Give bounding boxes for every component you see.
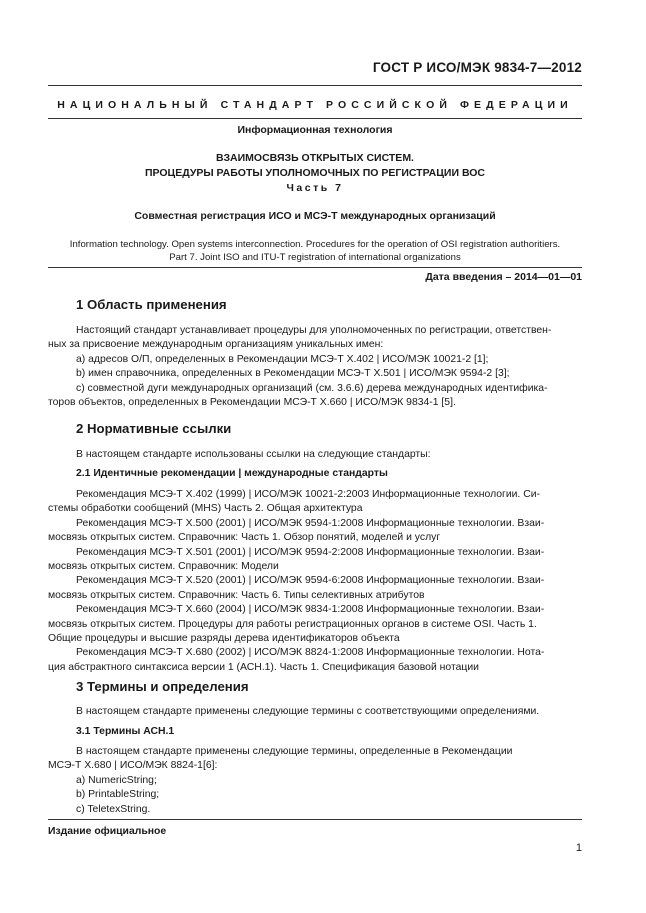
section-1-body: [48, 324, 582, 410]
section-3-1-heading: 3.1 Термины АСН.1: [76, 726, 175, 737]
national-standard-title: НАЦИОНАЛЬНЫЙ СТАНДАРТ РОССИЙСКОЙ ФЕДЕРАЦИИ: [57, 99, 573, 111]
title-subtitle: Совместная регистрация ИСО и МСЭ-Т международных организаций: [134, 210, 496, 222]
official-edition: Издание официальное: [48, 826, 167, 837]
section-1-intro-2: ных за присвоение международным организациям уникальных имен:: [48, 339, 384, 351]
section-1-heading: 1 Область применения: [76, 297, 227, 312]
section-1-item-c-1: c) совместной дуги международных организаций (см. 3.6.6) дерева международных идентифика-: [76, 382, 548, 394]
title-part: Часть 7: [286, 182, 344, 194]
reference-line: Рекомендация МСЭ-Т Х.501 (2001) | ИСО/МЭК 9594-2:2008 Информационные технологии. Взаи-: [76, 546, 545, 558]
reference-line: мосвязь открытых систем. Справочник: Часть 1. Обзор понятий, моделей и услуг: [48, 532, 441, 544]
introduction-date: Дата введения – 2014—01—01: [425, 271, 582, 283]
section-3-heading: 3 Термины и определения: [76, 679, 249, 694]
section-2-1-heading: 2.1 Идентичные рекомендации | международные стандарты: [76, 468, 388, 479]
section-3-item-a: a) NumericString;: [76, 774, 157, 786]
reference-line: Рекомендация МСЭ-Т Х.402 (1999) | ИСО/МЭК 10021-2:2003 Информационные технологии. Си-: [76, 489, 540, 500]
section-3-item-b: b) PrintableString;: [76, 789, 160, 801]
section-2-heading: 2 Нормативные ссылки: [76, 421, 232, 436]
reference-line: мосвязь открытых систем. Справочник: Модели: [48, 561, 279, 573]
reference-line: стемы обработки сообщений (MHS) Часть 2. Общая архитектура: [48, 503, 363, 515]
section-3-text-1: В настоящем стандарте применены следующие термины, определенные в Рекомендации: [76, 746, 513, 757]
section-3-body: [48, 745, 582, 817]
reference-line: Рекомендация МСЭ-Т Х.680 (2002) | ИСО/МЭК 8824-1:2008 Информационные технологии. Нота-: [76, 647, 545, 659]
english-title-line-1: Information technology. Open systems interconnection. Procedures for the operation of OSI registration authoritiers.: [69, 239, 561, 250]
section-1-item-a: а) адресов О/П, определенных в Рекомендации МСЭ-Т Х.402 | ИСО/МЭК 10021-2 [1];: [76, 353, 489, 365]
date-rule: [48, 267, 582, 268]
reference-line: мосвязь открытых систем. Процедуры для работы регистрационных органов в системе OSI. Часть 1.: [48, 618, 537, 630]
section-1-item-b: b) имен справочника, определенных в Рекомендации МСЭ-Т Х.501 | ИСО/МЭК 9594-2 [3];: [76, 368, 510, 380]
reference-line: мосвязь открытых систем. Справочник: Часть 6. Типы селективных атрибутов: [48, 589, 425, 601]
section-3-intro-text: В настоящем стандарте применены следующие термины с соответствующими определениями.: [76, 706, 540, 717]
reference-line: Рекомендация МСЭ-Т Х.660 (2004) | ИСО/МЭК 9834-1:2008 Информационные технологии. Взаи-: [76, 604, 545, 616]
section-1-intro-1: Настоящий стандарт устанавливает процедуры для уполномоченных по регистрации, ответствен-: [76, 325, 552, 336]
title-line-1: ВЗАИМОСВЯЗЬ ОТКРЫТЫХ СИСТЕМ.: [216, 152, 414, 164]
page-number: 1: [575, 842, 582, 854]
title-area: Информационная технология: [237, 124, 393, 136]
title-rule: [48, 118, 582, 119]
reference-line: Общие процедуры и высшие разряды дерева идентификаторов объекта: [48, 633, 400, 645]
reference-line: Рекомендация МСЭ-Т Х.520 (2001) | ИСО/МЭК 9594-6:2008 Информационные технологии. Взаи-: [76, 575, 545, 587]
section-2-intro-text: В настоящем стандарте использованы ссылки на следующие стандарты:: [76, 449, 431, 460]
title-line-2: ПРОЦЕДУРЫ РАБОТЫ УПОЛНОМОЧНЫХ ПО РЕГИСТРАЦИИ ВОС: [144, 167, 486, 179]
section-3-intro: [48, 705, 582, 719]
document-code: ГОСТ Р ИСО/МЭК 9834-7—2012: [372, 60, 582, 75]
reference-line: Рекомендация МСЭ-Т Х.500 (2001) | ИСО/МЭК 9594-1:2008 Информационные технологии. Взаи-: [76, 517, 545, 529]
section-2-intro: [48, 448, 582, 462]
footer-rule: [48, 819, 582, 820]
reference-line: ция абстрактного синтаксиса версии 1 (АСН.1). Часть 1. Спецификация базовой нотации: [48, 661, 479, 673]
section-2-references: [48, 488, 582, 675]
header-rule: [48, 85, 582, 86]
section-3-text-2: МСЭ-Т Х.680 | ИСО/МЭК 8824-1[6]:: [48, 760, 218, 772]
english-title-line-2: Part 7. Joint ISO and ITU-T registration of international organizations: [169, 252, 461, 263]
section-1-item-c-2: торов объектов, определенных в Рекомендации МСЭ-Т Х.660 | ИСО/МЭК 9834-1 [5].: [48, 397, 456, 409]
section-3-item-c: c) TeletexString.: [76, 803, 151, 815]
